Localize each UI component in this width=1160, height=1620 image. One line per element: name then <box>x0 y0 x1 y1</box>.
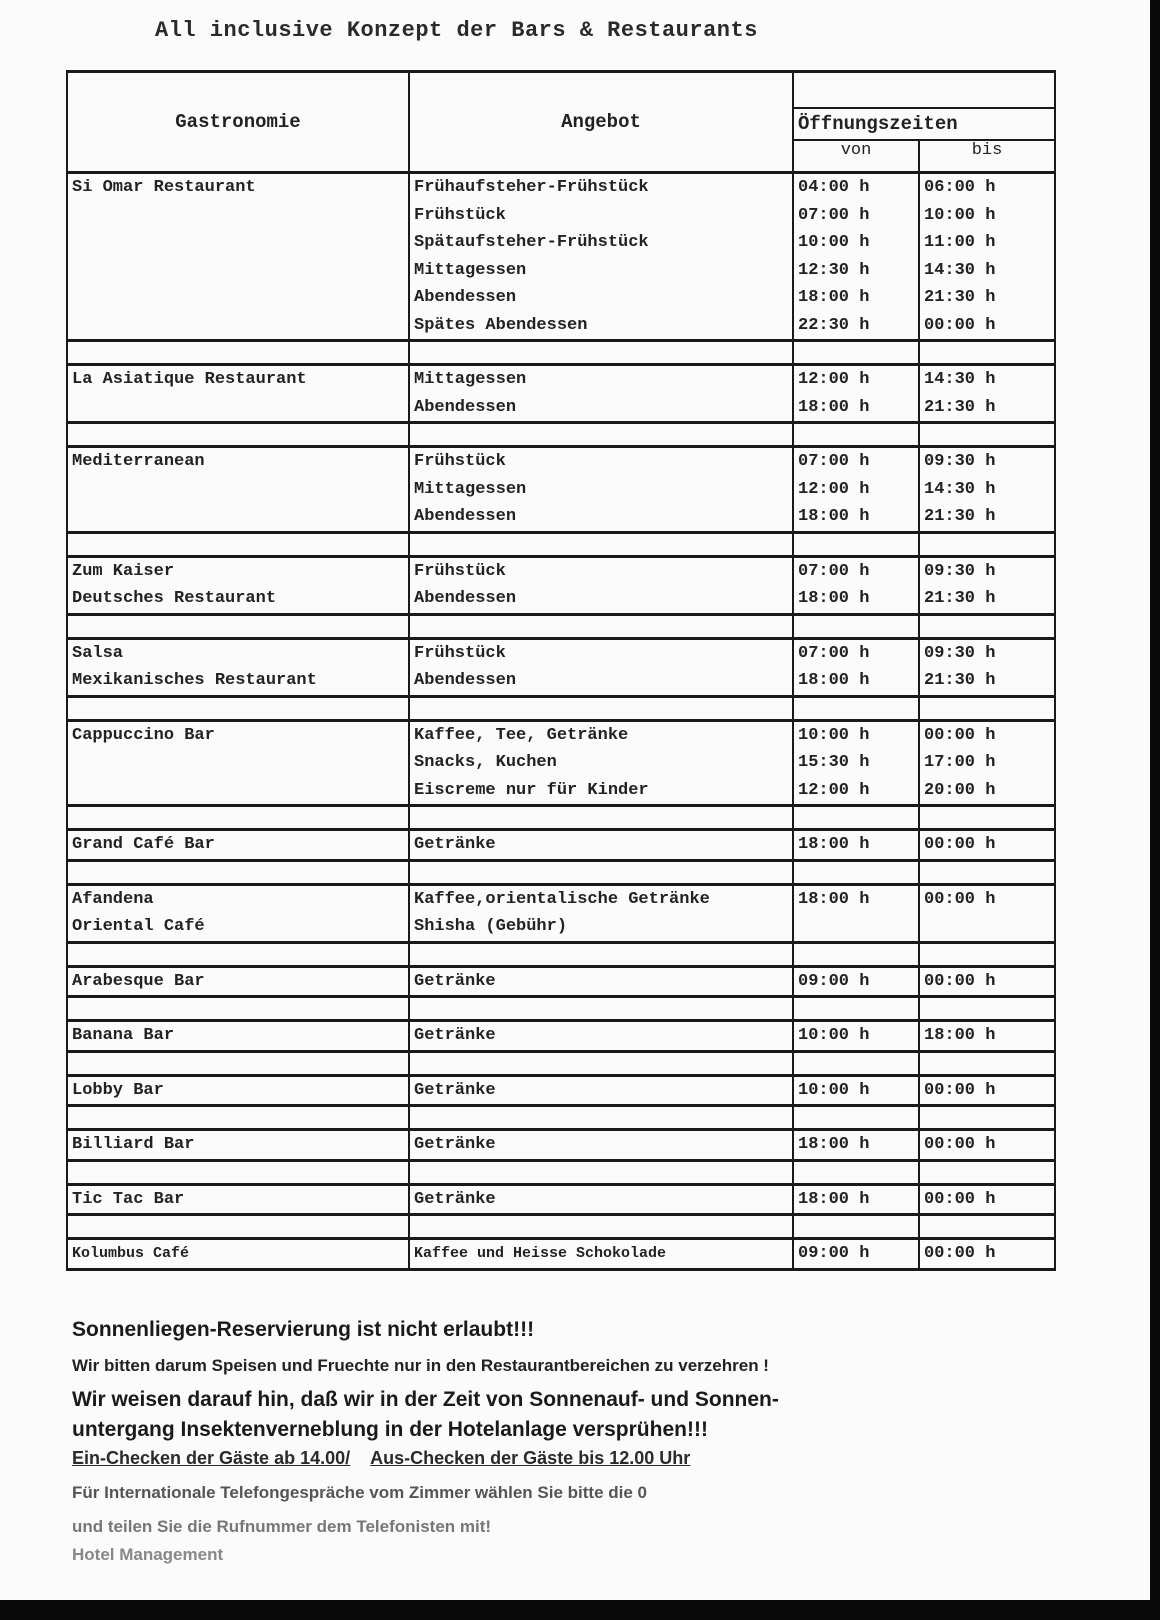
time-to: 00:00 h <box>924 1135 996 1154</box>
cell-gastronomie <box>67 720 409 806</box>
offer-label: Getränke <box>414 1026 496 1045</box>
time-from: 18:00 h <box>798 507 870 526</box>
offer-label: Mittagessen <box>414 370 527 389</box>
table-row <box>67 1130 1055 1161</box>
note-phone-line1: Für Internationale Telefongespräche vom Zimmer wählen Sie bitte die 0 <box>72 1483 647 1502</box>
cell-bis <box>919 1021 1055 1052</box>
cell-von <box>793 1184 919 1215</box>
time-to: 21:30 h <box>924 589 996 608</box>
time-from: 18:00 h <box>798 397 870 417</box>
time-from: 18:00 h <box>798 1135 870 1154</box>
offer-label: Frühstück <box>414 452 506 471</box>
cell-angebot <box>409 884 793 942</box>
time-to: 10:00 h <box>924 205 996 225</box>
venue-name-line <box>72 503 404 531</box>
time-from: 12:00 h <box>798 780 870 800</box>
spacer-cell <box>67 1215 409 1239</box>
spacer-cell <box>793 1215 919 1239</box>
signature: Hotel Management <box>72 1545 224 1564</box>
time-from: 18:00 h <box>798 1189 870 1209</box>
cell-von <box>793 638 919 696</box>
cell-bis <box>919 1130 1055 1161</box>
spacer-cell <box>67 532 409 556</box>
cell-gastronomie <box>67 638 409 696</box>
offer-label: Shisha (Gebühr) <box>414 917 568 936</box>
offer-label: Abendessen <box>414 671 517 690</box>
venue-name-line <box>72 312 404 340</box>
spacer-cell <box>409 1215 793 1239</box>
offer-label: Spätaufsteher-Frühstück <box>414 233 649 252</box>
spacer-row <box>67 806 1055 830</box>
table-row <box>67 884 1055 942</box>
spacer-cell <box>919 1106 1055 1130</box>
spacer-cell <box>919 942 1055 966</box>
cell-angebot <box>409 1239 793 1270</box>
cell-bis <box>919 720 1055 806</box>
venue-name-line <box>72 777 404 805</box>
venue-name-line: Zum Kaiser <box>72 561 175 581</box>
header-blank-cell <box>793 72 1055 109</box>
spacer-cell <box>409 997 793 1021</box>
cell-von <box>793 556 919 614</box>
spacer-cell <box>409 860 793 884</box>
time-from: 12:00 h <box>798 479 870 499</box>
cell-angebot <box>409 830 793 861</box>
cell-angebot <box>409 966 793 997</box>
offer-label: Mittagessen <box>414 260 527 280</box>
time-from: 10:00 h <box>798 1026 870 1045</box>
spacer-row <box>67 997 1055 1021</box>
time-to: 20:00 h <box>924 780 996 800</box>
spacer-cell <box>67 997 409 1021</box>
cell-angebot <box>409 1021 793 1052</box>
time-to: 09:30 h <box>924 452 996 471</box>
spacer-row <box>67 614 1055 638</box>
cell-angebot <box>409 1184 793 1215</box>
table-row <box>67 1075 1055 1106</box>
cell-angebot <box>409 447 793 533</box>
venue-name-line: Mediterranean <box>72 452 205 471</box>
spacer-cell <box>409 1160 793 1184</box>
venue-name-line: Si Omar Restaurant <box>72 178 256 197</box>
spacer-cell <box>793 532 919 556</box>
cell-bis <box>919 1075 1055 1106</box>
spacer-cell <box>919 696 1055 720</box>
cell-bis <box>919 1184 1055 1215</box>
time-from <box>798 913 914 941</box>
time-from: 22:30 h <box>798 315 870 335</box>
cell-gastronomie <box>67 966 409 997</box>
note-insect-line2: untergang Insektenverneblung in der Hotelanlage versprühen!!! <box>72 1418 708 1441</box>
table-row <box>67 1239 1055 1270</box>
header-gastronomie: Gastronomie <box>67 72 409 173</box>
venue-name-line: Oriental Café <box>72 917 205 936</box>
cell-gastronomie <box>67 365 409 423</box>
time-to <box>924 913 1050 941</box>
spacer-cell <box>67 1051 409 1075</box>
cell-angebot <box>409 1075 793 1106</box>
cell-von <box>793 1075 919 1106</box>
table-row <box>67 638 1055 696</box>
offer-label: Frühstück <box>414 643 506 663</box>
spacer-row <box>67 341 1055 365</box>
venue-name-line: Deutsches Restaurant <box>72 589 277 608</box>
spacer-row <box>67 1215 1055 1239</box>
time-to: 00:00 h <box>924 315 996 335</box>
time-from: 10:00 h <box>798 1080 870 1100</box>
spacer-cell <box>409 423 793 447</box>
cell-von <box>793 884 919 942</box>
venue-name-line: Kolumbus Café <box>72 1245 190 1262</box>
cell-bis <box>919 556 1055 614</box>
spacer-cell <box>67 860 409 884</box>
cell-bis <box>919 173 1055 341</box>
cell-gastronomie <box>67 556 409 614</box>
spacer-cell <box>793 696 919 720</box>
offer-label: Kaffee und Heisse Schokolade <box>414 1245 667 1262</box>
venue-name-line <box>72 202 404 230</box>
venue-name-line <box>72 394 404 422</box>
venue-name-line: Billiard Bar <box>72 1135 195 1154</box>
time-to: 09:30 h <box>924 643 996 663</box>
time-from: 07:00 h <box>798 643 870 663</box>
spacer-cell <box>409 696 793 720</box>
time-from: 12:00 h <box>798 370 870 389</box>
offer-label: Eiscreme nur für Kinder <box>414 780 649 800</box>
spacer-cell <box>67 423 409 447</box>
cell-angebot <box>409 173 793 341</box>
note-sunbed: Sonnenliegen-Reservierung ist nicht erlaubt!!! <box>72 1318 535 1341</box>
spacer-row <box>67 1160 1055 1184</box>
header-oeffnungszeiten: Öffnungszeiten <box>793 108 1055 140</box>
offer-label: Abendessen <box>414 397 517 417</box>
table-row <box>67 966 1055 997</box>
venue-name-line: Cappuccino Bar <box>72 725 215 745</box>
venue-name-line: Afandena <box>72 889 154 909</box>
spacer-cell <box>67 341 409 365</box>
cell-gastronomie <box>67 447 409 533</box>
spacer-row <box>67 696 1055 720</box>
offer-label: Snacks, Kuchen <box>414 753 557 772</box>
spacer-cell <box>793 997 919 1021</box>
table-row <box>67 173 1055 341</box>
spacer-cell <box>409 1106 793 1130</box>
spacer-cell <box>409 806 793 830</box>
cell-gastronomie <box>67 1184 409 1215</box>
spacer-cell <box>793 942 919 966</box>
time-to: 00:00 h <box>924 725 996 745</box>
cell-gastronomie <box>67 1075 409 1106</box>
time-from: 12:30 h <box>798 260 870 280</box>
venue-name-line <box>72 229 404 257</box>
spacer-cell <box>793 1051 919 1075</box>
cell-bis <box>919 1239 1055 1270</box>
spacer-cell <box>793 860 919 884</box>
spacer-cell <box>793 423 919 447</box>
spacer-row <box>67 423 1055 447</box>
spacer-cell <box>919 1160 1055 1184</box>
table-row <box>67 556 1055 614</box>
offer-label: Abendessen <box>414 589 517 608</box>
offer-label: Frühstück <box>414 205 506 225</box>
offer-label: Getränke <box>414 971 496 991</box>
spacer-row <box>67 1051 1055 1075</box>
cell-von <box>793 1239 919 1270</box>
offer-label: Mittagessen <box>414 479 527 499</box>
time-from: 10:00 h <box>798 725 870 745</box>
time-to: 00:00 h <box>924 889 996 909</box>
venue-name-line: La Asiatique Restaurant <box>72 370 307 389</box>
offer-label: Getränke <box>414 1135 496 1154</box>
time-to: 17:00 h <box>924 753 996 772</box>
spacer-cell <box>67 1160 409 1184</box>
time-from: 18:00 h <box>798 589 870 608</box>
time-from: 07:00 h <box>798 452 870 471</box>
cell-gastronomie <box>67 173 409 341</box>
time-from: 18:00 h <box>798 671 870 690</box>
spacer-cell <box>919 997 1055 1021</box>
spacer-cell <box>793 614 919 638</box>
venue-name-line <box>72 284 404 312</box>
time-to: 21:30 h <box>924 507 996 526</box>
venue-name-line: Arabesque Bar <box>72 971 205 991</box>
offer-label: Getränke <box>414 1080 496 1100</box>
venue-name-line <box>72 749 404 777</box>
cell-angebot <box>409 1130 793 1161</box>
cell-von <box>793 1130 919 1161</box>
spacer-row <box>67 1106 1055 1130</box>
offer-label: Frühaufsteher-Frühstück <box>414 178 649 197</box>
spacer-cell <box>919 806 1055 830</box>
cell-bis <box>919 830 1055 861</box>
venue-name-line: Salsa <box>72 643 124 663</box>
time-from: 04:00 h <box>798 178 870 197</box>
cell-gastronomie <box>67 1239 409 1270</box>
spacer-cell <box>919 532 1055 556</box>
note-checkout: Aus-Checken der Gäste bis 12.00 Uhr <box>370 1448 691 1468</box>
time-to: 09:30 h <box>924 561 996 581</box>
venue-name-line: Mexikanisches Restaurant <box>72 671 317 690</box>
venue-name-line <box>72 257 404 285</box>
spacer-cell <box>793 1106 919 1130</box>
venue-name-line: Grand Café Bar <box>72 835 215 854</box>
time-from: 07:00 h <box>798 205 870 225</box>
cell-gastronomie <box>67 1021 409 1052</box>
table-row <box>67 1021 1055 1052</box>
opening-hours-table <box>66 70 1056 1271</box>
time-to: 21:30 h <box>924 397 996 417</box>
spacer-cell <box>67 806 409 830</box>
offer-label: Frühstück <box>414 561 506 581</box>
time-from: 18:00 h <box>798 288 870 307</box>
header-angebot: Angebot <box>409 72 793 173</box>
time-to: 00:00 h <box>924 1189 996 1209</box>
cell-bis <box>919 966 1055 997</box>
note-checkin-checkout <box>72 1448 710 1469</box>
venue-name-line <box>72 476 404 504</box>
note-insect-line1: Wir weisen darauf hin, daß wir in der Zeit von Sonnenauf- und Sonnen- <box>72 1388 779 1411</box>
table-row <box>67 830 1055 861</box>
table-row <box>67 720 1055 806</box>
cell-von <box>793 966 919 997</box>
venue-name-line: Banana Bar <box>72 1026 175 1045</box>
cell-angebot <box>409 638 793 696</box>
table-row <box>67 365 1055 423</box>
spacer-cell <box>67 1106 409 1130</box>
spacer-cell <box>409 341 793 365</box>
time-from: 15:30 h <box>798 753 870 772</box>
time-to: 21:30 h <box>924 671 996 690</box>
spacer-cell <box>409 942 793 966</box>
time-to: 00:00 h <box>924 835 996 854</box>
note-food: Wir bitten darum Speisen und Fruechte nur in den Restaurantbereichen zu verzehren ! <box>72 1356 769 1375</box>
offer-label: Kaffee, Tee, Getränke <box>414 725 629 745</box>
cell-angebot <box>409 720 793 806</box>
spacer-cell <box>919 423 1055 447</box>
header-von: von <box>793 140 919 173</box>
spacer-cell <box>409 614 793 638</box>
cell-von <box>793 830 919 861</box>
cell-bis <box>919 365 1055 423</box>
spacer-cell <box>919 614 1055 638</box>
offer-label: Getränke <box>414 1189 496 1209</box>
time-to: 11:00 h <box>924 233 996 252</box>
time-to: 00:00 h <box>924 1080 996 1100</box>
cell-von <box>793 720 919 806</box>
time-to: 14:30 h <box>924 479 996 499</box>
spacer-cell <box>793 806 919 830</box>
time-to: 21:30 h <box>924 288 996 307</box>
time-from: 09:00 h <box>798 1244 870 1263</box>
cell-bis <box>919 638 1055 696</box>
cell-von <box>793 365 919 423</box>
note-phone-line2: und teilen Sie die Rufnummer dem Telefonisten mit! <box>72 1517 492 1536</box>
note-insect <box>72 1385 779 1445</box>
spacer-cell <box>793 1160 919 1184</box>
cell-angebot <box>409 365 793 423</box>
time-to: 00:00 h <box>924 1244 996 1263</box>
venue-name-line: Tic Tac Bar <box>72 1189 185 1209</box>
spacer-cell <box>409 532 793 556</box>
note-checkin: Ein-Checken der Gäste ab 14.00/ <box>72 1448 351 1468</box>
spacer-cell <box>67 614 409 638</box>
spacer-row <box>67 532 1055 556</box>
offer-label: Kaffee,orientalische Getränke <box>414 889 710 909</box>
cell-von <box>793 447 919 533</box>
cell-bis <box>919 884 1055 942</box>
cell-gastronomie <box>67 884 409 942</box>
table-row <box>67 447 1055 533</box>
spacer-cell <box>67 942 409 966</box>
time-to: 06:00 h <box>924 178 996 197</box>
time-from: 18:00 h <box>798 835 870 854</box>
time-to: 18:00 h <box>924 1026 996 1045</box>
header-bis: bis <box>919 140 1055 173</box>
time-to: 14:30 h <box>924 370 996 389</box>
table-body <box>67 173 1055 1270</box>
cell-angebot <box>409 556 793 614</box>
time-from: 18:00 h <box>798 889 870 909</box>
offer-label: Abendessen <box>414 507 517 526</box>
offer-label: Getränke <box>414 835 496 854</box>
cell-von <box>793 1021 919 1052</box>
time-to: 14:30 h <box>924 260 996 280</box>
table-row <box>67 1184 1055 1215</box>
time-from: 10:00 h <box>798 233 870 252</box>
spacer-row <box>67 860 1055 884</box>
spacer-cell <box>793 341 919 365</box>
spacer-row <box>67 942 1055 966</box>
spacer-cell <box>919 1051 1055 1075</box>
spacer-cell <box>67 696 409 720</box>
offer-label: Spätes Abendessen <box>414 315 588 335</box>
venue-name-line: Lobby Bar <box>72 1080 164 1100</box>
spacer-cell <box>919 860 1055 884</box>
spacer-cell <box>409 1051 793 1075</box>
time-to: 00:00 h <box>924 971 996 991</box>
offer-label: Abendessen <box>414 288 517 307</box>
cell-bis <box>919 447 1055 533</box>
cell-gastronomie <box>67 1130 409 1161</box>
time-from: 09:00 h <box>798 971 870 991</box>
cell-gastronomie <box>67 830 409 861</box>
document-title: All inclusive Konzept der Bars & Restaurants <box>155 18 758 43</box>
cell-von <box>793 173 919 341</box>
time-from: 07:00 h <box>798 561 870 581</box>
spacer-cell <box>919 341 1055 365</box>
spacer-cell <box>919 1215 1055 1239</box>
